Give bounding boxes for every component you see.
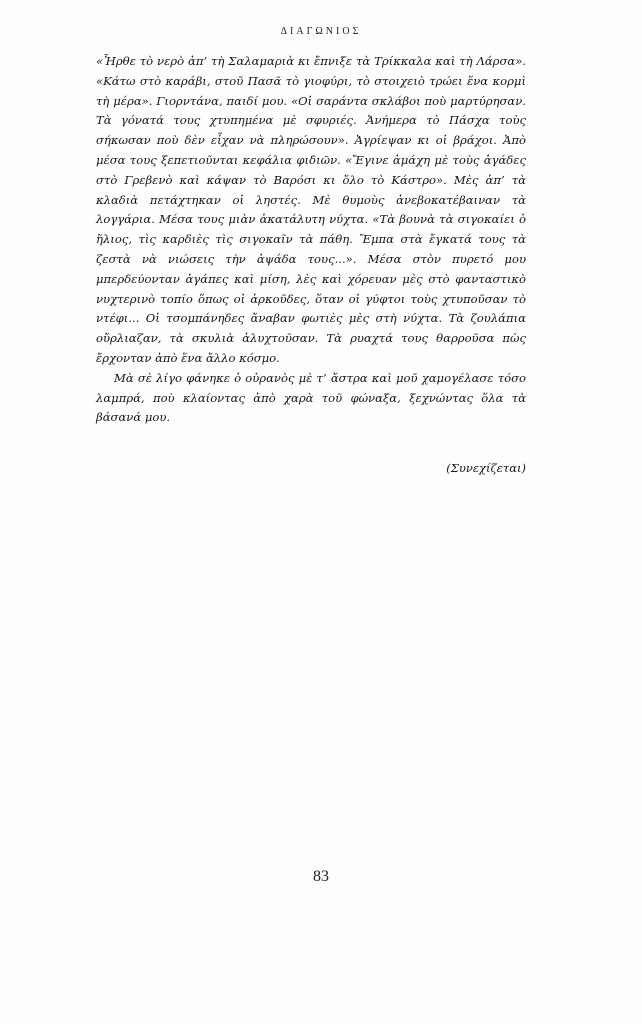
body-text [96,52,526,428]
continued-note: (Συνεχίζεται) [446,461,526,475]
paragraph-1: «Ἦρθε τὸ νερὸ ἀπ’ τὴ Σαλαμαριὰ κι ἔπνιξε τὰ Τρίκκαλα καὶ τὴ Λάρσα». «Κάτω στὸ καράβι, στοῦ Πασᾶ τὸ γιοφύρι, τὸ στοιχειὸ τρώει ἕνα κορμὶ τὴ μέρα». Γιορντάνα, παιδί μου. «Οἱ σαράντα σκλάβοι ποὺ μαρτύρησαν. Τὰ γόνατά τους χτυπημένα μὲ σφυριές. Ἀνήμερα τὸ Πάσχα τοὺς σήκωσαν ποὺ δὲν εἶχαν νὰ πληρώσουν». Ἀγρίεψαν κι οἱ βράχοι. Ἀπὸ μέσα τους ξεπετιοῦνται κεφάλια φιδιῶν. «Ἔγινε ἀμάχη μὲ τοὺς ἀγάδες στὸ Γρεβενὸ καὶ κάψαν τὸ Βαρόσι κι ὅλο τὸ Κάστρο». Μὲς ἀπ’ τὰ κλαδιὰ πετάχτηκαν οἱ ληστές. Μὲ θυμοὺς ἀνεβοκατέβαιναν τὰ λογγάρια. Μέσα τους μιὰν ἀκατάλυτη νύχτα. «Τὰ βουνὰ τὰ σιγοκαίει ὁ ἥλιος, τὶς καρδιὲς τὶς σιγοκαῖν τὰ πάθη. Ἔμπα στὰ ἔγκατά τους τὰ ζεστὰ νὰ νιώσεις τὴν ἀψάδα τους...». Μέσα στὸν πυρετό μου μπερδεύονταν ἀγάπες καὶ μίση, λὲς καὶ χόρευαν μὲς στὸ φανταστικὸ νυχτερινὸ τοπίο ὅπως οἱ ἀρκοῦδες, ὅταν οἱ γύφτοι τοὺς χτυποῦσαν τὸ ντέφι... Οἱ τσομπάνηδες ἄναβαν φωτιὲς μὲς στὴ νύχτα. Τὰ ζουλάπια οὔρλιαζαν, τὰ σκυλιὰ ἀλυχτοῦσαν. Τὰ ρυαχτά τους θαρροῦσα πὼς ἔρχονταν ἀπὸ ἕνα ἄλλο κόσμο. [96,54,526,365]
running-title: ΔΙΑΓΩΝΙΟΣ [280,26,362,37]
paragraph-2: Μὰ σὲ λίγο φάνηκε ὁ οὐρανὸς μὲ τ’ ἄστρα καὶ μοῦ χαμογέλασε τόσο λαμπρά, ποὺ κλαίοντας ἀπὸ χαρὰ τοῦ φώναξα, ξεχνώντας ὅλα τὰ βάσανά μου. [96,370,526,425]
page-number: 83 [313,868,329,885]
